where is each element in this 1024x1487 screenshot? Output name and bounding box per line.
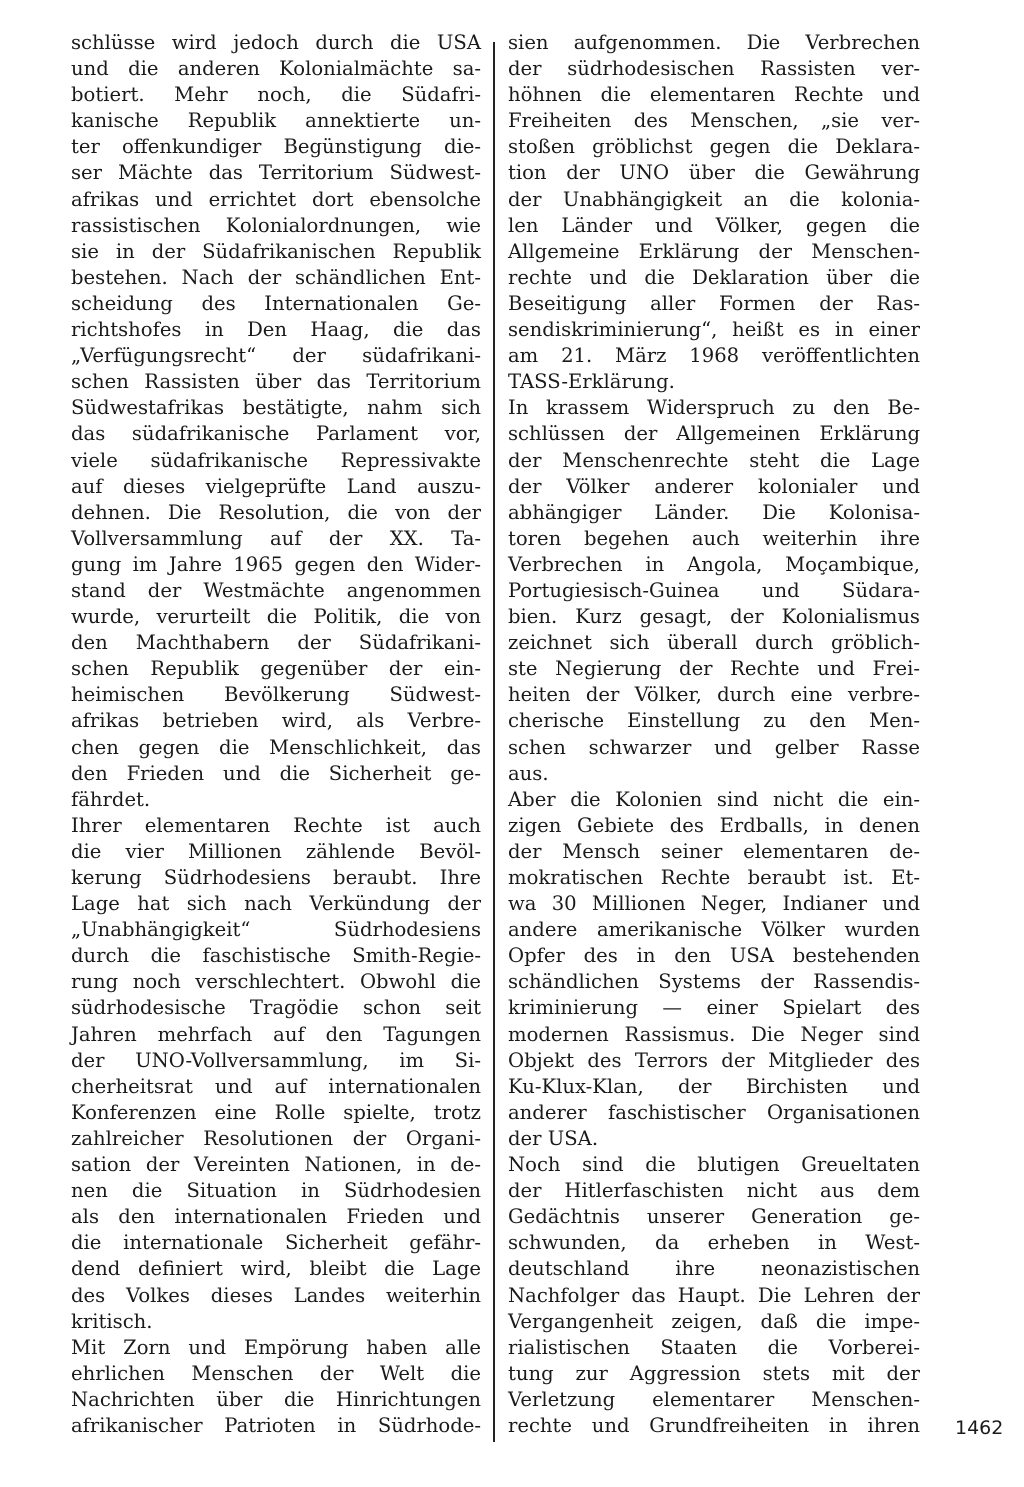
text-line: und die anderen Kolonialmächte sa-	[71, 57, 481, 81]
text-line: ste Negierung der Rechte und Frei-	[508, 657, 920, 681]
text-line: den Machthabern der Südafrikani-	[71, 631, 481, 655]
text-line: rassistischen Kolonialordnungen, wie	[71, 213, 481, 237]
text-line: der Unabhängigkeit an die kolonia-	[508, 187, 920, 211]
text-line: Aber die Kolonien sind nicht die ein-	[508, 787, 920, 811]
text-line: In krassem Widerspruch zu den Be-	[508, 396, 920, 420]
text-line: ehrlichen Menschen der Welt die	[71, 1361, 481, 1385]
right-text-column	[508, 30, 920, 1439]
text-line: „Verfügungsrecht“ der südafrikani-	[71, 344, 481, 368]
text-line: sie in der Südafrikanischen Republik	[71, 239, 481, 263]
text-line: Opfer des in den USA bestehenden	[508, 944, 920, 968]
text-line: Jahren mehrfach auf den Tagungen	[71, 1022, 481, 1046]
text-line: cherische Einstellung zu den Men-	[508, 709, 920, 733]
text-line: höhnen die elementaren Rechte und	[508, 83, 920, 107]
text-line: schen Rassisten über das Territorium	[71, 370, 481, 394]
text-line: den Frieden und die Sicherheit ge-	[71, 761, 481, 785]
text-line: schwunden, da erheben in West-	[508, 1231, 920, 1255]
text-line: aus.	[508, 761, 549, 785]
text-line: nen die Situation in Südrhodesien	[71, 1179, 481, 1203]
text-line: Verbrechen in Angola, Moçambique,	[508, 552, 920, 576]
text-line: kritisch.	[71, 1309, 153, 1333]
text-line: rechte und Grundfreiheiten in ihren	[508, 1413, 920, 1437]
text-line: schlüssen der Allgemeinen Erklärung	[508, 422, 920, 446]
text-line: sien aufgenommen. Die Verbrechen	[508, 31, 920, 54]
text-line: als den internationalen Frieden und	[71, 1205, 481, 1229]
text-line: südrhodesische Tragödie schon seit	[71, 996, 481, 1020]
text-line: der Völker anderer kolonialer und	[508, 474, 920, 498]
text-line: dehnen. Die Resolution, die von der	[71, 500, 481, 524]
text-line: chen gegen die Menschlichkeit, das	[71, 735, 481, 759]
text-line: Portugiesisch-Guinea und Südara-	[508, 578, 920, 602]
text-line: des Volkes dieses Landes weiterhin	[71, 1283, 481, 1307]
text-line: scheidung des Internationalen Ge-	[71, 291, 481, 315]
text-line: Südwestafrikas bestätigte, nahm sich	[71, 396, 481, 420]
text-line: sation der Vereinten Nationen, in de-	[71, 1153, 481, 1177]
text-line: schen Republik gegenüber der ein-	[71, 657, 481, 681]
text-line: schen schwarzer und gelber Rasse	[508, 735, 920, 759]
text-line: dend definiert wird, bleibt die Lage	[71, 1257, 481, 1281]
column-divider-rule	[493, 42, 495, 1442]
text-line: am 21. März 1968 veröffentlichten	[508, 344, 920, 368]
text-line: cherheitsrat und auf internationalen	[71, 1074, 481, 1098]
text-line: rung noch verschlechtert. Obwohl die	[71, 970, 481, 994]
text-line: der südrhodesischen Rassisten ver-	[508, 57, 920, 81]
text-line: fährdet.	[71, 787, 151, 811]
text-line: Allgemeine Erklärung der Menschen-	[508, 239, 920, 263]
text-line: auf dieses vielgeprüfte Land auszu-	[71, 474, 481, 498]
text-line: stand der Westmächte angenommen	[71, 578, 481, 602]
text-line: richtshofes in Den Haag, die das	[71, 318, 481, 342]
text-line: zahlreicher Resolutionen der Organi-	[71, 1126, 481, 1150]
page-number: 1462	[955, 1417, 1004, 1439]
text-line: ser Mächte das Territorium Südwest-	[71, 161, 481, 185]
text-line: rialistischen Staaten die Vorberei-	[508, 1335, 920, 1359]
text-line: tion der UNO über die Gewährung	[508, 161, 920, 185]
text-line: der UNO-Vollversammlung, im Si-	[71, 1048, 481, 1072]
text-line: kerung Südrhodesiens beraubt. Ihre	[71, 866, 481, 889]
text-line: die vier Millionen zählende Bevöl-	[71, 839, 481, 863]
text-line: Nachfolger das Haupt. Die Lehren der	[508, 1283, 920, 1307]
text-line: das südafrikanische Parlament vor,	[71, 422, 481, 446]
text-line: len Länder und Völker, gegen die	[508, 213, 920, 237]
text-line: schlüsse wird jedoch durch die USA	[71, 31, 481, 54]
text-line: Ihrer elementaren Rechte ist auch	[71, 813, 481, 837]
text-line: der USA.	[508, 1126, 599, 1150]
text-line: Nachrichten über die Hinrichtungen	[71, 1387, 481, 1411]
text-line: Objekt des Terrors der Mitglieder des	[508, 1048, 920, 1072]
text-line: bien. Kurz gesagt, der Kolonialismus	[508, 605, 920, 629]
text-line: deutschland ihre neonazistischen	[508, 1257, 920, 1281]
text-line: TASS-Erklärung.	[508, 370, 675, 394]
text-line: Gedächtnis unserer Generation ge-	[508, 1205, 920, 1229]
text-line: abhängiger Länder. Die Kolonisa-	[508, 500, 920, 524]
text-line: stoßen gröblichst gegen die Deklara-	[508, 135, 920, 159]
text-line: botiert. Mehr noch, die Südafri-	[71, 83, 481, 107]
text-line: viele südafrikanische Repressivakte	[71, 448, 481, 472]
text-line: heiten der Völker, durch eine verbre-	[508, 683, 920, 707]
text-line: anderer faschistischer Organisationen	[508, 1100, 920, 1124]
text-line: Beseitigung aller Formen der Ras-	[508, 291, 920, 315]
text-line: gung im Jahre 1965 gegen den Wider-	[71, 552, 481, 576]
text-line: Konferenzen eine Rolle spielte, trotz	[71, 1100, 481, 1124]
text-line: Freiheiten des Menschen, „sie ver-	[508, 109, 920, 133]
text-line: Noch sind die blutigen Greueltaten	[508, 1153, 920, 1177]
text-line: der Menschenrechte steht die Lage	[508, 448, 920, 472]
text-line: bestehen. Nach der schändlichen Ent-	[71, 265, 481, 289]
text-line: Mit Zorn und Empörung haben alle	[71, 1335, 481, 1359]
text-line: zeichnet sich überall durch gröblich-	[508, 631, 920, 655]
text-line: afrikanischer Patrioten in Südrhode-	[71, 1413, 481, 1437]
left-text-column	[71, 30, 481, 1439]
text-line: mokratischen Rechte beraubt ist. Et-	[508, 866, 920, 889]
text-line: andere amerikanische Völker wurden	[508, 918, 920, 942]
text-line: zigen Gebiete des Erdballs, in denen	[508, 813, 920, 837]
text-line: wurde, verurteilt die Politik, die von	[71, 605, 481, 629]
text-line: heimischen Bevölkerung Südwest-	[71, 683, 481, 707]
text-line: „Unabhängigkeit“ Südrhodesiens	[71, 918, 481, 942]
text-line: afrikas betrieben wird, als Verbre-	[71, 709, 481, 733]
text-line: die internationale Sicherheit gefähr-	[71, 1231, 481, 1255]
text-line: der Hitlerfaschisten nicht aus dem	[508, 1179, 920, 1203]
text-line: der Mensch seiner elementaren de-	[508, 839, 920, 863]
text-line: modernen Rassismus. Die Neger sind	[508, 1022, 920, 1046]
text-line: Lage hat sich nach Verkündung der	[71, 892, 481, 916]
text-line: sendiskriminierung“, heißt es in einer	[508, 318, 920, 342]
text-line: Vollversammlung auf der XX. Ta-	[71, 526, 481, 550]
text-line: tung zur Aggression stets mit der	[508, 1361, 920, 1385]
text-line: kanische Republik annektierte un-	[71, 109, 481, 133]
text-line: durch die faschistische Smith-Regie-	[71, 944, 481, 968]
text-line: wa 30 Millionen Neger, Indianer und	[508, 892, 920, 916]
text-line: afrikas und errichtet dort ebensolche	[71, 187, 481, 211]
text-line: ter offenkundiger Begünstigung die-	[71, 135, 481, 159]
text-line: toren begehen auch weiterhin ihre	[508, 526, 920, 550]
text-line: Verletzung elementarer Menschen-	[508, 1387, 920, 1411]
text-line: rechte und die Deklaration über die	[508, 265, 920, 289]
text-line: Vergangenheit zeigen, daß die impe-	[508, 1309, 920, 1333]
text-line: kriminierung — einer Spielart des	[508, 996, 920, 1020]
text-line: Ku-Klux-Klan, der Birchisten und	[508, 1074, 920, 1098]
text-line: schändlichen Systems der Rassendis-	[508, 970, 920, 994]
